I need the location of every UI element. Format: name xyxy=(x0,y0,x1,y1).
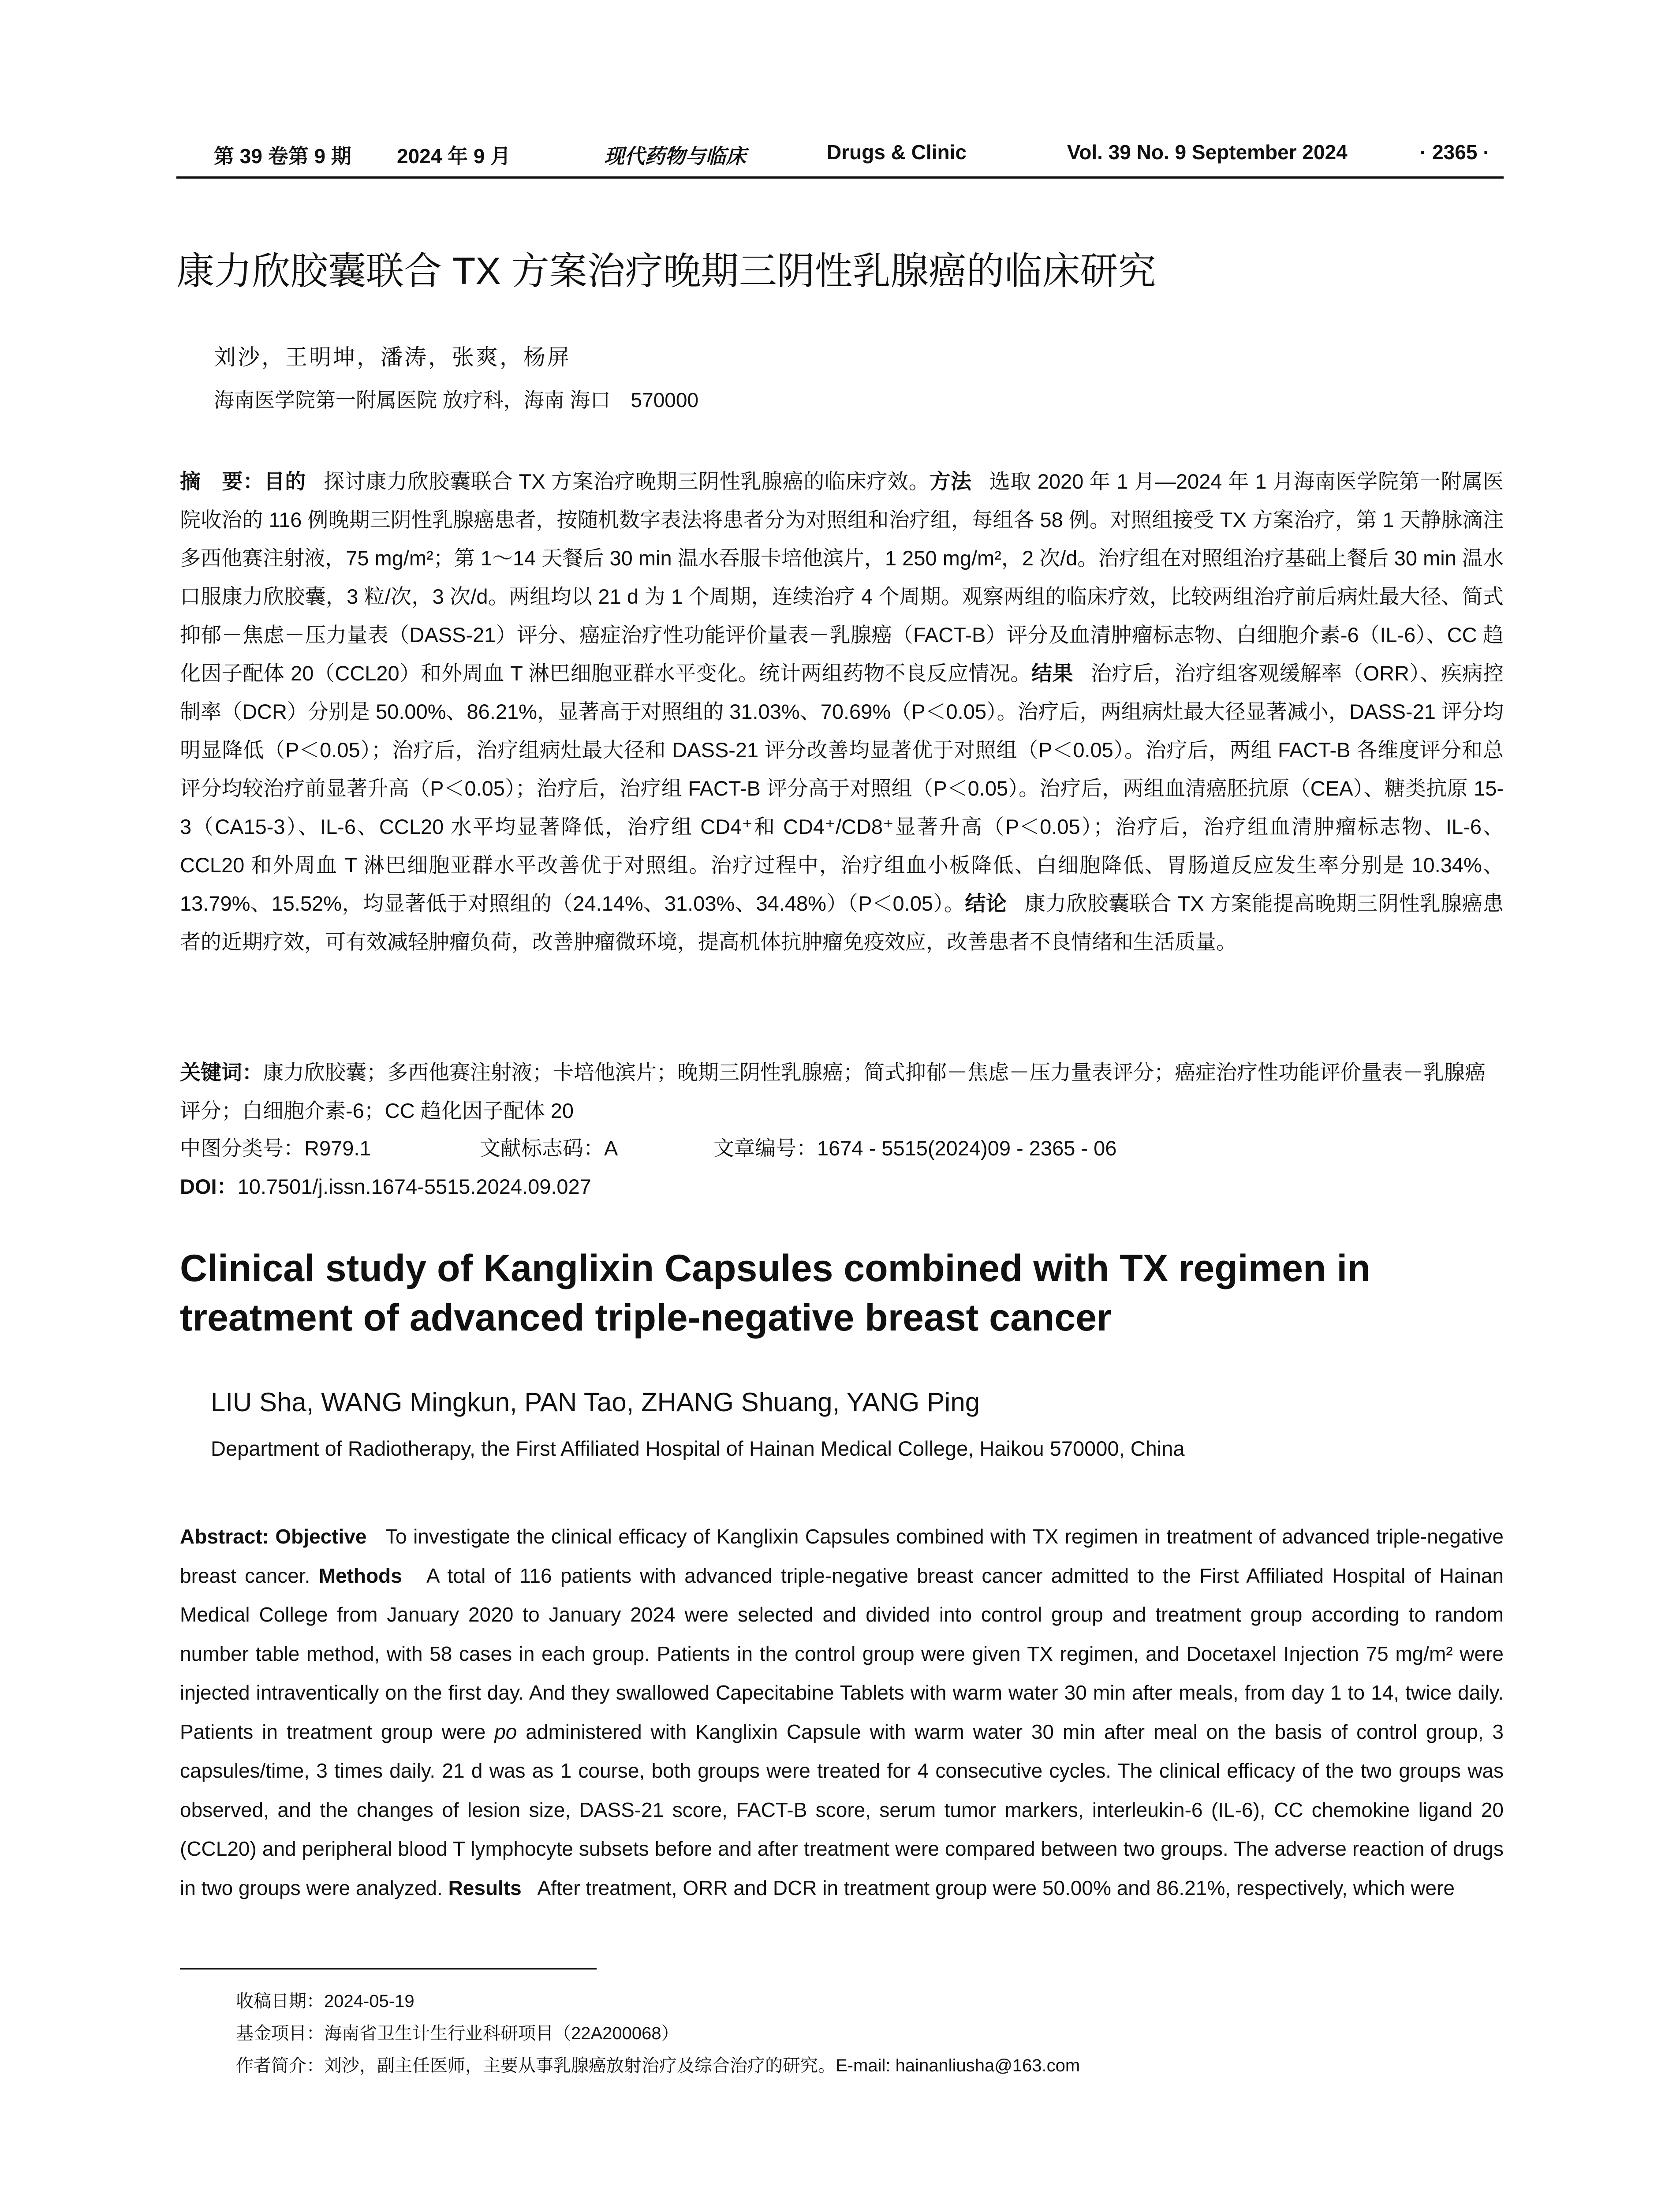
footnotes xyxy=(236,1985,1515,2082)
abstract-cn-conclusion: 康力欣胶囊联合 TX 方案能提高晚期三阴性乳腺癌患者的近期疗效，可有效减轻肿瘤负荷，改善肿瘤微环境，提高机体抗肿瘤免疫效应，改善患者不良情绪和生活质量。 xyxy=(180,892,1504,953)
article-title-en: Clinical study of Kanglixin Capsules combined with TX regimen in treatment of advanced triple-negative breast cancer xyxy=(180,1247,1370,1339)
article-number: 文章编号：1674 - 5515(2024)09 - 2365 - 06 xyxy=(713,1136,1117,1160)
abstract-en-methods-label: Methods xyxy=(318,1564,402,1587)
keywords-cn-text: 康力欣胶囊；多西他赛注射液；卡培他滨片；晚期三阴性乳腺癌；简式抑郁－焦虑－压力量表评分；癌症治疗性功能评价量表－乳腺癌评分；白细胞介素-6；CC 趋化因子配体 20 xyxy=(180,1061,1486,1122)
header-volume-en: Vol. 39 No. 9 September 2024 xyxy=(1067,141,1348,164)
doi-line xyxy=(180,1167,1504,1206)
abstract-en-label: Abstract: xyxy=(180,1525,269,1548)
abstract-cn-methods-label: 方法 xyxy=(930,470,972,493)
running-header xyxy=(176,140,1504,168)
header-page-number: · 2365 · xyxy=(1420,141,1490,164)
keywords-cn xyxy=(180,1053,1504,1130)
keywords-cn-label: 关键词： xyxy=(180,1061,263,1084)
doi-link[interactable]: 10.7501/j.issn.1674-5515.2024.09.027 xyxy=(237,1175,591,1198)
abstract-en-objective: To investigate the clinical efficacy of Kanglixin Capsules combined with TX regimen in treatment of advanced triple-negative breast cancer. xyxy=(180,1525,1504,1587)
document-code: 文献标志码：A xyxy=(480,1136,618,1160)
abstract-cn xyxy=(180,462,1504,961)
abstract-en-methods-part2: administered with Kanglixin Capsule with warm water 30 min after meal on the basis of control group, 3 capsules/time, 3 times daily. 21 d was as 1 course, both groups were treated for 4 consecutive cycles. The clinical efficacy of the two groups was observed, and the changes of lesion size, DASS-21 score, FACT-B score, serum tumor markers, interleukin-6 (IL-6), CC chemokine ligand 20 (CCL20) and peripheral blood T lymphocyte subsets before and after treatment were compared between two groups. The adverse reaction of drugs in two groups were analyzed. xyxy=(180,1720,1504,1899)
abstract-cn-objective-label: 目的 xyxy=(264,470,306,493)
abstract-cn-label: 摘 要： xyxy=(180,470,264,493)
abstract-en-po: po xyxy=(494,1720,517,1743)
abstract-cn-results: 治疗后，治疗组客观缓解率（ORR）、疾病控制率（DCR）分别是 50.00%、86.21%，显著高于对照组的 31.03%、70.69%（P＜0.05）。治疗后，两组病灶最大径显著减小，DASS-21 评分均明显降低（P＜0.05）；治疗后，治疗组病灶最大径和 DASS-21 评分改善均显著优于对照组（P＜0.05）。治疗后，两组 FACT-B 各维度评分和总评分均较治疗前显著升高（P＜0.05）；治疗后，治疗组 FACT-B 评分高于对照组（P＜0.05）。治疗后，两组血清癌胚抗原（CEA）、糖类抗原 15-3（CA15-3）、IL-6、CCL20 水平均显著降低，治疗组 CD4⁺和 CD4⁺/CD8⁺显著升高（P＜0.05）；治疗后，治疗组血清肿瘤标志物、IL-6、CCL20 和外周血 T 淋巴细胞亚群水平改善优于对照组。治疗过程中，治疗组血小板降低、白细胞降低、胃肠道反应发生率分别是 10.34%、13.79%、15.52%，均显著低于对照组的（24.14%、31.03%、34.48%）（P＜0.05）。 xyxy=(180,662,1504,915)
abstract-cn-methods: 选取 2020 年 1 月—2024 年 1 月海南医学院第一附属医院收治的 116 例晚期三阴性乳腺癌患者，按随机数字表法将患者分为对照组和治疗组，每组各 58 例。对照组接受 TX 方案治疗，第 1 天静脉滴注多西他赛注射液，75 mg/m²；第 1～14 天餐后 30 min 温水吞服卡培他滨片，1 250 mg/m²，2 次/d。治疗组在对照组治疗基础上餐后 30 min 温水口服康力欣胶囊，3 粒/次，3 次/d。两组均以 21 d 为 1 个周期，连续治疗 4 个周期。观察两组的临床疗效，比较两组治疗前后病灶最大径、简式抑郁－焦虑－压力量表（DASS-21）评分、癌症治疗性功能评价量表－乳腺癌（FACT-B）评分及血清肿瘤标志物、白细胞介素-6（IL-6）、CC 趋化因子配体 20（CCL20）和外周血 T 淋巴细胞亚群水平变化。统计两组药物不良反应情况。 xyxy=(180,470,1504,685)
clc-number: 中图分类号：R979.1 xyxy=(180,1136,371,1160)
abstract-cn-results-label: 结果 xyxy=(1031,662,1073,685)
header-date-cn: 2024 年 9 月 xyxy=(397,145,511,168)
footnote-rule xyxy=(180,1968,597,1970)
footnote-received-date: 收稿日期：2024-05-19 xyxy=(236,1992,414,2011)
footnote-author-bio: 作者简介：刘沙，副主任医师，主要从事乳腺癌放射治疗及综合治疗的研究。E-mail: hainanliusha@163.com xyxy=(236,2056,1080,2075)
doi-label: DOI： xyxy=(180,1175,238,1198)
authors-cn: 刘沙，王明坤，潘涛，张爽，杨屏 xyxy=(214,344,571,370)
abstract-en xyxy=(180,1517,1504,1907)
abstract-cn-objective: 探讨康力欣胶囊联合 TX 方案治疗晚期三阴性乳腺癌的临床疗效。 xyxy=(323,470,930,493)
abstract-en-methods-part1: A total of 116 patients with advanced triple-negative breast cancer admitted to the First Affiliated Hospital of Hainan Medical College from January 2020 to January 2024 were selected and divided into control group and treatment group according to random number table method, with 58 cases in each group. Patients in the control group were given TX regimen, and Docetaxel Injection 75 mg/m² were injected intraventically on the first day. And they swallowed Capecitabine Tablets with warm water 30 min after meals, from day 1 to 14, twice daily. Patients in treatment group were xyxy=(180,1564,1504,1743)
footnote-fund: 基金项目：海南省卫生计生行业科研项目（22A200068） xyxy=(236,2024,679,2043)
header-volume-cn: 第 39 卷第 9 期 xyxy=(214,145,351,168)
header-journal-en: Drugs & Clinic xyxy=(827,141,967,164)
authors-en: LIU Sha, WANG Mingkun, PAN Tao, ZHANG Shuang, YANG Ping xyxy=(211,1387,980,1417)
header-rule xyxy=(176,176,1504,179)
classification-line xyxy=(180,1129,1504,1167)
affiliation-cn: 海南医学院第一附属医院 放疗科，海南 海口 570000 xyxy=(214,389,699,411)
abstract-en-objective-label: Objective xyxy=(275,1525,367,1548)
abstract-cn-conclusion-label: 结论 xyxy=(965,892,1007,915)
abstract-en-results: After treatment, ORR and DCR in treatment group were 50.00% and 86.21%, respectively, which were xyxy=(537,1876,1455,1899)
affiliation-en: Department of Radiotherapy, the First Affiliated Hospital of Hainan Medical College, Haikou 570000, China xyxy=(211,1437,1185,1460)
header-journal-cn: 现代药物与临床 xyxy=(604,144,746,168)
abstract-en-results-label: Results xyxy=(448,1876,522,1899)
article-title-cn: 康力欣胶囊联合 TX 方案治疗晚期三阴性乳腺癌的临床研究 xyxy=(176,250,1156,292)
